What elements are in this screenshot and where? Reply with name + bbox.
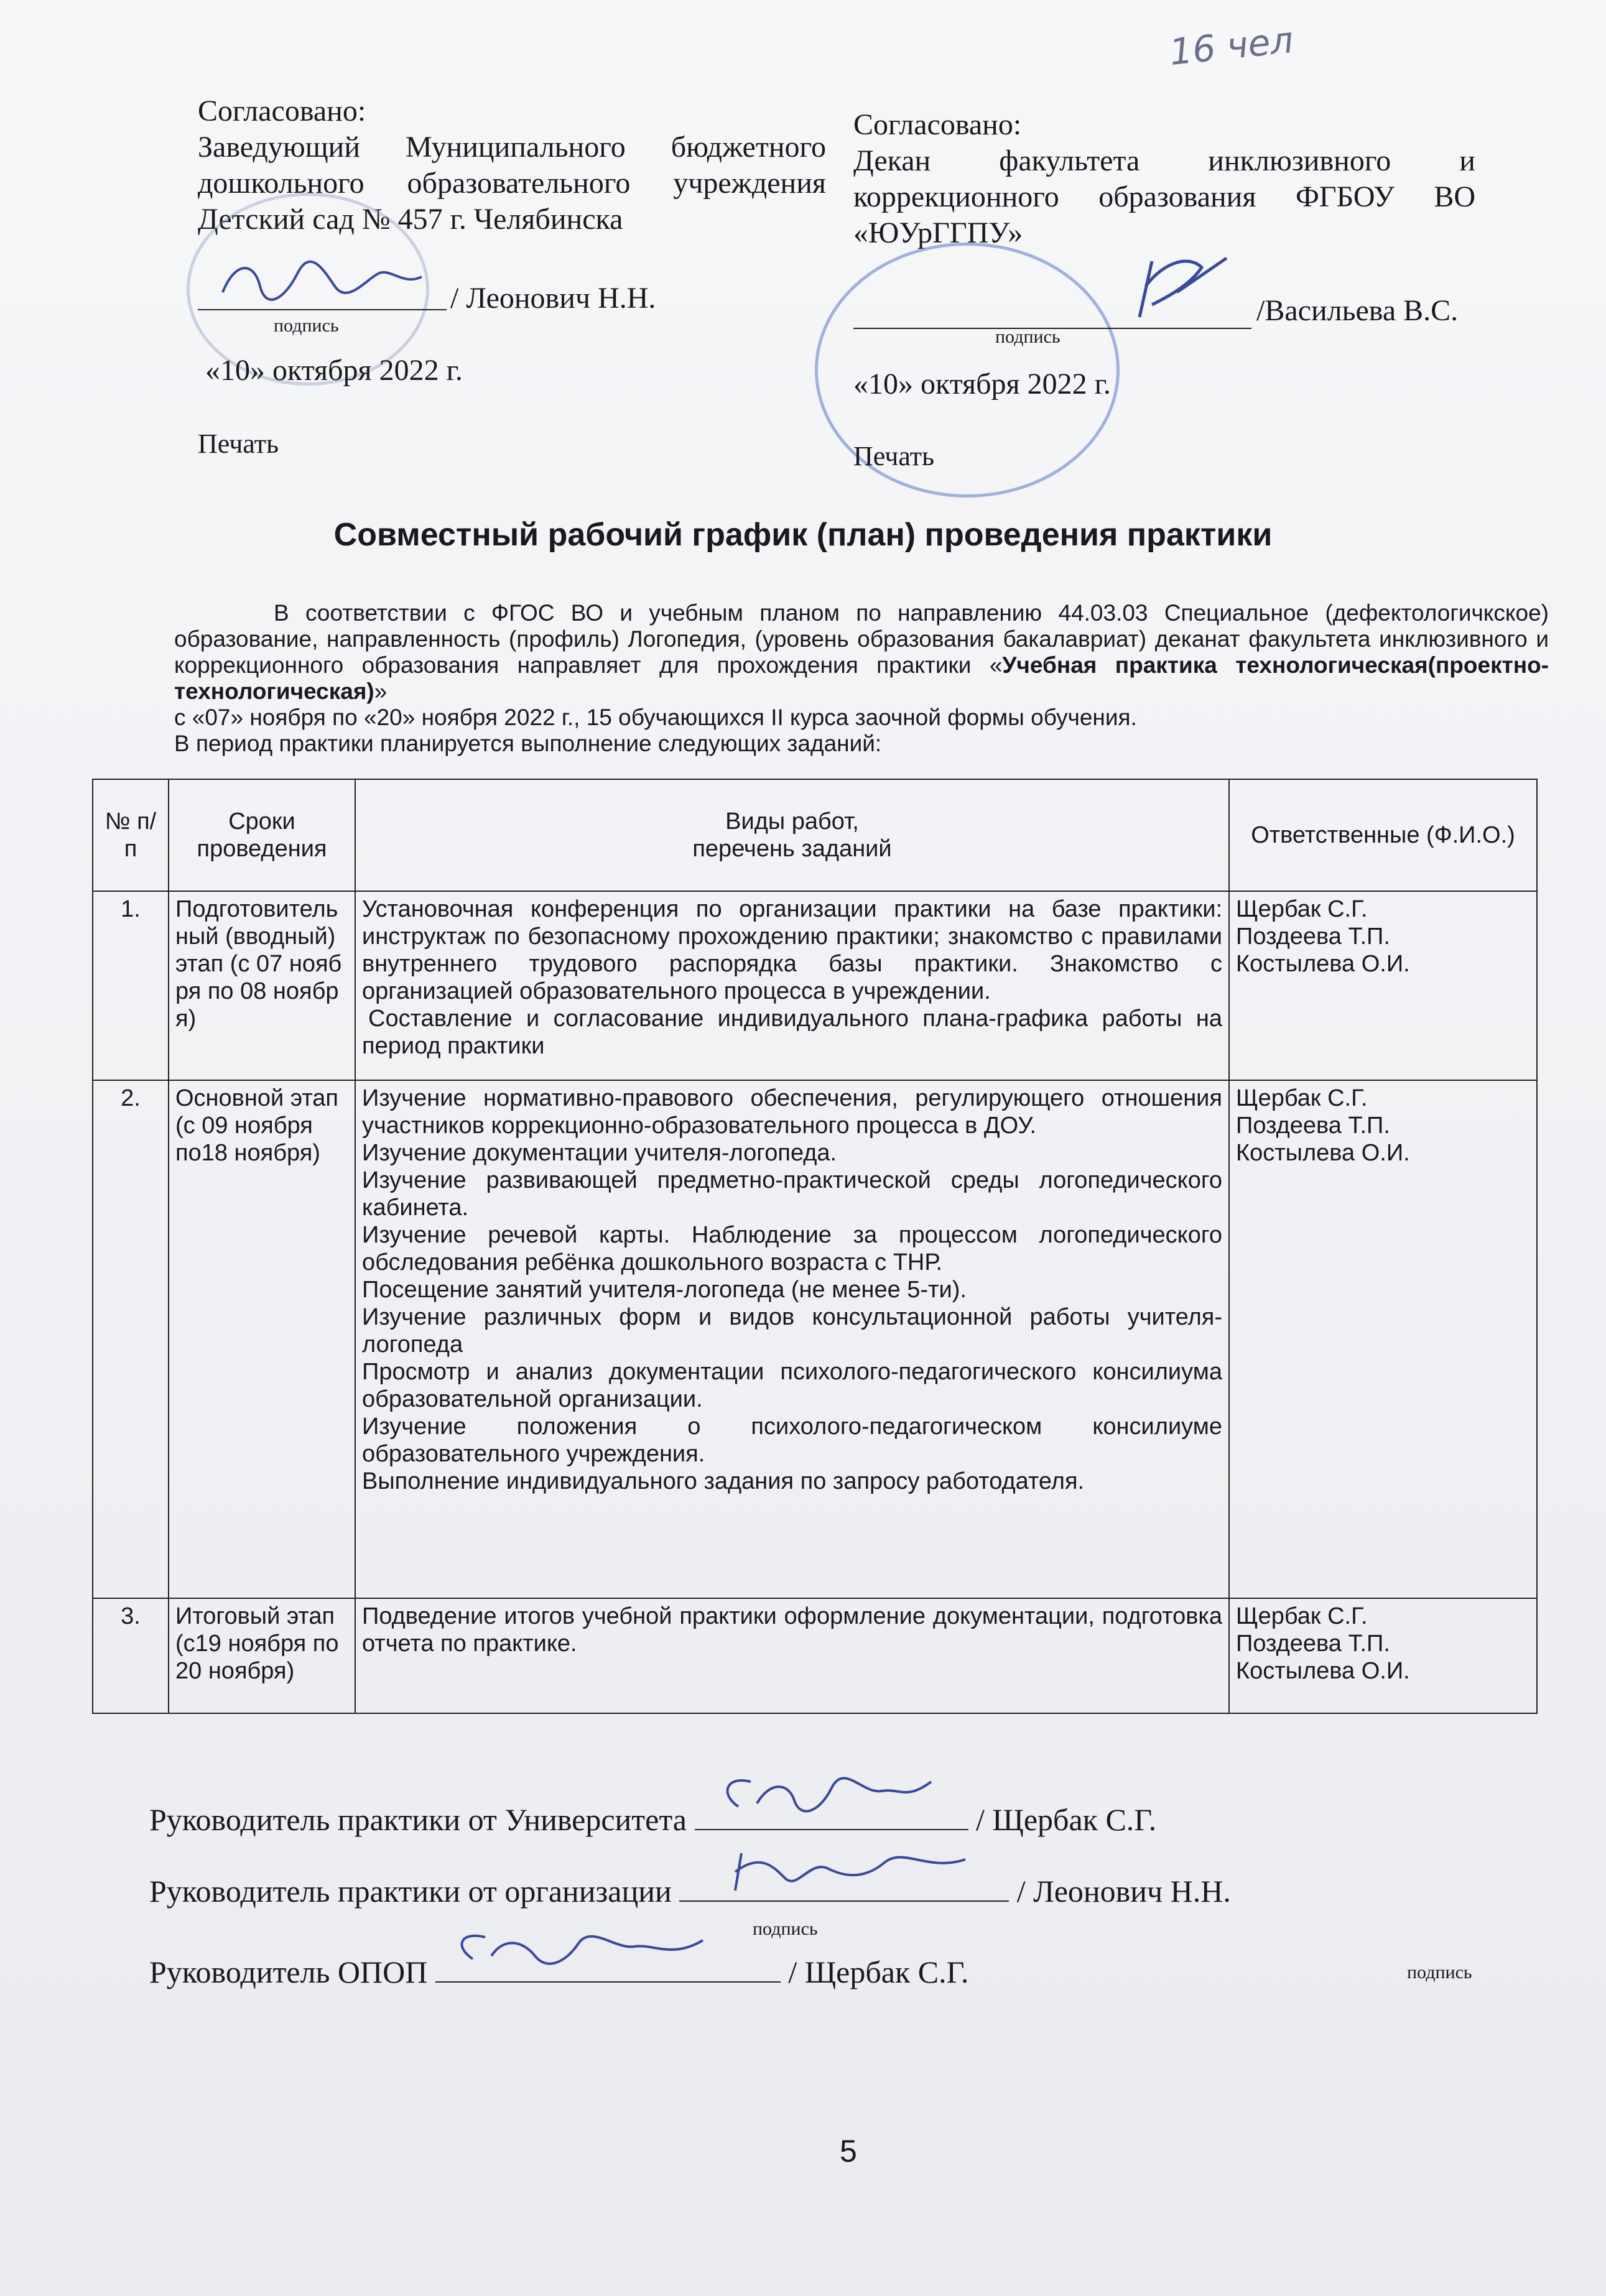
table-row: [93, 1598, 1537, 1713]
right-signature-mark: [853, 249, 1251, 330]
header-tasks-line2: перечень заданий: [692, 836, 892, 862]
organization-signature-line: [679, 1872, 1009, 1902]
right-approval-line: «ЮУрГГПУ»: [853, 216, 1023, 249]
right-signature-line: [853, 249, 1251, 330]
left-approval-line: Детский сад № 457 г. Челябинска: [198, 203, 623, 236]
corner-handwritten-mark: 16 чел: [1167, 18, 1296, 74]
row-tasks: [355, 1598, 1229, 1713]
right-approval-block: [853, 107, 1475, 251]
table-row: [93, 1080, 1537, 1598]
header-tasks-line1: Виды работ,: [725, 808, 859, 835]
table-header-row: [93, 779, 1537, 891]
responsible-person: Костылева О.И.: [1236, 1658, 1410, 1684]
opop-supervisor-name: / Щербак С.Г.: [788, 1955, 969, 1989]
university-supervisor-name: / Щербак С.Г.: [976, 1802, 1157, 1837]
task-item: Выполнение индивидуального задания по запросу работодателя.: [362, 1468, 1085, 1494]
organization-signature-mark: [679, 1841, 1009, 1897]
document-title: Совместный рабочий график (план) проведения практики: [333, 517, 1273, 553]
task-item: Просмотр и анализ документации психолого-педагогического консилиума образовательной организации.: [362, 1359, 1222, 1412]
university-supervisor-label: Руководитель практики от Университета: [149, 1802, 687, 1837]
right-approval-seal-label: Печать: [853, 441, 935, 471]
opop-signature-line: [435, 1953, 781, 1983]
task-item: Изучение нормативно-правового обеспечения, регулирующего отношения участников коррекционно-образовательного процесса в ДОУ.: [362, 1085, 1222, 1139]
left-approval-line: дошкольного образовательного учреждения: [198, 167, 826, 200]
organization-supervisor-label: Руководитель практики от организации: [149, 1874, 672, 1909]
practice-name: Учебная практика технологическая(проектно-технологическая): [174, 652, 1549, 704]
page-number: 5: [840, 2134, 857, 2169]
header-period: Сроки проведения: [169, 779, 355, 891]
right-approval-date: «10» октября 2022 г.: [853, 368, 1111, 400]
row-tasks: [355, 891, 1229, 1080]
left-signature-caption: подпись: [274, 315, 339, 336]
left-approval-date: «10» октября 2022 г.: [205, 354, 463, 387]
practice-plan-table: [92, 779, 1538, 1714]
row-responsible: [1229, 1598, 1537, 1713]
task-item: Изучение документации учителя-логопеда.: [362, 1140, 837, 1166]
left-approval-name: / Леонович Н.Н.: [450, 282, 656, 315]
task-item: Составление и согласование индивидуального плана-графика работы на период практики: [362, 1006, 1222, 1059]
right-approval-name: /Васильева В.С.: [1256, 294, 1459, 327]
university-signature-mark: [695, 1769, 968, 1825]
intro-text-end: »: [374, 678, 388, 704]
row-number: 3.: [93, 1598, 169, 1713]
intro-text-start: В соответствии с ФГОС ВО и учебным планом по направлению 44.03.03 Специальное (дефектологичкское) образование, направленность (профиль) Логопедия, (уровень образования бакалавриат) деканат факультета инклюзивного и коррекционного образования направляет для прохождения практики «: [174, 600, 1549, 678]
right-approval-heading: Согласовано:: [853, 108, 1022, 141]
row-responsible: [1229, 891, 1537, 1080]
task-item: Изучение положения о психолого-педагогическом консилиуме образовательного учреждения.: [362, 1414, 1222, 1467]
responsible-person: Костылева О.И.: [1236, 1140, 1410, 1166]
right-approval-line: Декан факультета инклюзивного и: [853, 144, 1475, 177]
responsible-person: Щербак С.Г.: [1236, 1085, 1368, 1111]
task-item: Изучение речевой карты. Наблюдение за процессом логопедического обследования ребёнка дошкольного возраста с ТНР.: [362, 1222, 1222, 1275]
row-period: Подготовительный (вводный) этап (с 07 ноября по 08 ноября): [169, 891, 355, 1080]
row-responsible: [1229, 1080, 1537, 1598]
right-approval-line: коррекционного образования ФГБОУ ВО: [853, 180, 1475, 213]
university-supervisor-line: [149, 1800, 1156, 1838]
intro-paragraph: [174, 600, 1549, 757]
responsible-person: Костылева О.И.: [1236, 951, 1410, 977]
task-item: Подведение итогов учебной практики оформление документации, подготовка отчета по практике.: [362, 1603, 1222, 1657]
opop-supervisor-label: Руководитель ОПОП: [149, 1955, 428, 1989]
task-item: Изучение различных форм и видов консультационной работы учителя-логопеда: [362, 1304, 1222, 1358]
left-signature-line: [198, 249, 447, 311]
responsible-person: Поздеева Т.П.: [1236, 923, 1390, 950]
responsible-person: Щербак С.Г.: [1236, 1603, 1368, 1629]
intro-text: [174, 600, 1549, 705]
row-tasks: [355, 1080, 1229, 1598]
opop-signature-caption: подпись: [1407, 1962, 1472, 1983]
table-row: [93, 891, 1537, 1080]
left-approval-line: Заведующий Муниципального бюджетного: [198, 131, 826, 164]
task-item: Изучение развивающей предметно-практической среды логопедического кабинета.: [362, 1167, 1222, 1221]
organization-supervisor-name: / Леонович Н.Н.: [1016, 1874, 1231, 1909]
left-signature-mark: [198, 249, 447, 311]
header-tasks: [355, 779, 1229, 891]
responsible-person: Поздеева Т.П.: [1236, 1113, 1390, 1139]
task-item: Посещение занятий учителя-логопеда (не менее 5-ти).: [362, 1277, 967, 1303]
intro-tasks-lead: В период практики планируется выполнение следующих заданий:: [174, 731, 882, 756]
header-number: № п/п: [93, 779, 169, 891]
university-signature-line: [695, 1800, 968, 1830]
intro-dates: с «07» ноября по «20» ноября 2022 г., 15 обучающихся II курса заочной формы обучения.: [174, 705, 1137, 730]
row-period: Итоговый этап (с19 ноября по 20 ноября): [169, 1598, 355, 1713]
left-approval-heading: Согласовано:: [198, 95, 366, 127]
responsible-person: Щербак С.Г.: [1236, 896, 1368, 922]
task-item: Установочная конференция по организации практики на базе практики: инструктаж по безопасному прохождению практики; знакомство с правилами внутреннего трудового распорядка базы практики. Знакомство с организацией образовательного процесса в учреждении.: [362, 896, 1222, 1004]
opop-supervisor-line: [149, 1953, 968, 1990]
organization-supervisor-line: [149, 1872, 1231, 1909]
row-number: 1.: [93, 891, 169, 1080]
responsible-person: Поздеева Т.П.: [1236, 1631, 1390, 1657]
row-period: Основной этап (с 09 ноября по18 ноября): [169, 1080, 355, 1598]
row-number: 2.: [93, 1080, 169, 1598]
opop-signature-mark: [435, 1925, 781, 1981]
organization-signature-caption: подпись: [753, 1919, 818, 1939]
right-signature-caption: подпись: [995, 326, 1061, 347]
left-approval-seal-label: Печать: [198, 428, 279, 459]
header-responsible: Ответственные (Ф.И.О.): [1229, 779, 1537, 891]
